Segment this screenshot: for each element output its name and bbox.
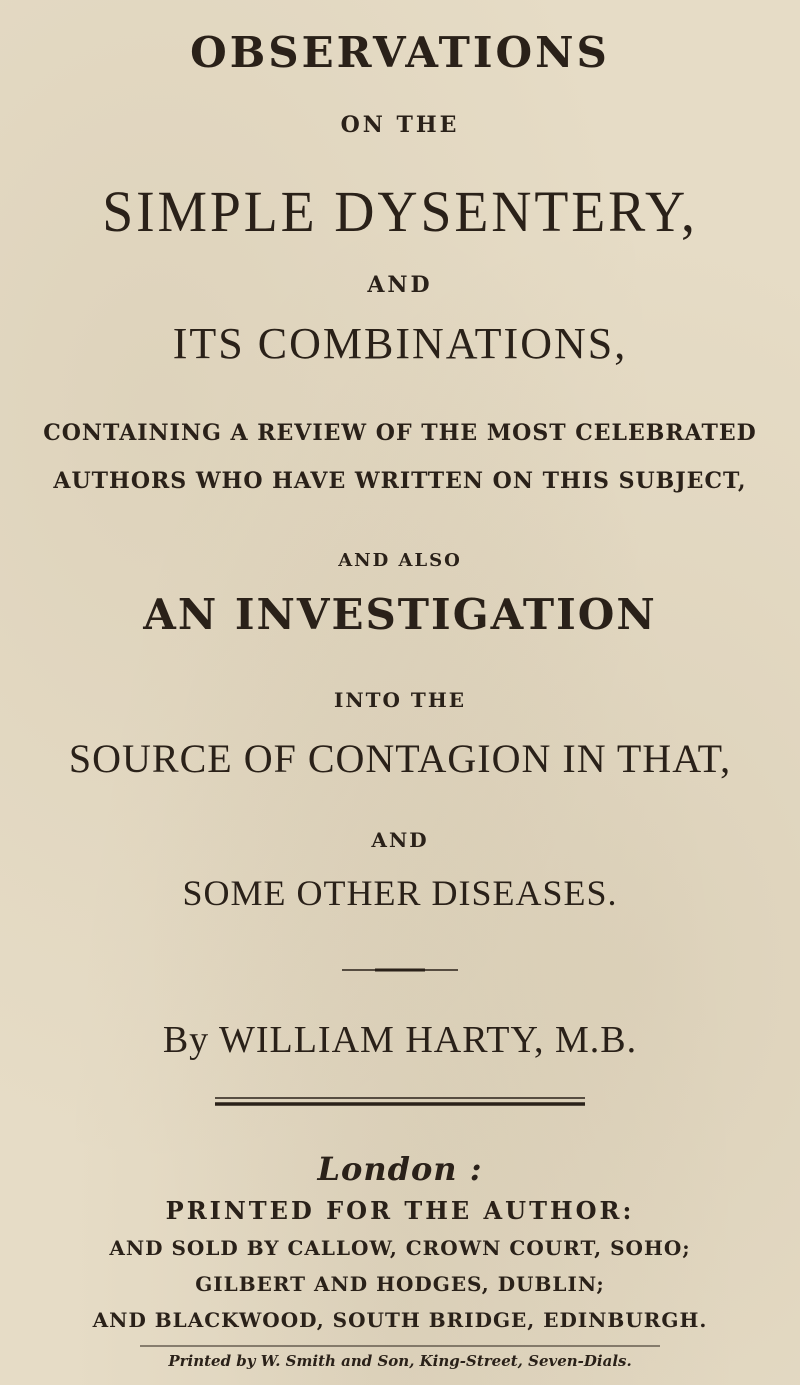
title-and-also: AND ALSO (338, 550, 462, 571)
title-into-the: INTO THE (334, 688, 466, 712)
title-on-the: ON THE (340, 112, 460, 138)
short-ornamental-rule (340, 966, 460, 974)
imprint-sold-by-callow: AND SOLD BY CALLOW, CROWN COURT, SOHO; (109, 1236, 691, 1260)
imprint-sold-by-gilbert: GILBERT AND HODGES, DUBLIN; (195, 1272, 605, 1296)
double-rule (215, 1096, 585, 1108)
imprint-sold-by-blackwood: AND BLACKWOOD, SOUTH BRIDGE, EDINBURGH. (92, 1308, 708, 1332)
title-authors: AUTHORS WHO HAVE WRITTEN ON THIS SUBJECT, (53, 468, 747, 494)
title-an-investigation: AN INVESTIGATION (143, 590, 657, 639)
title-some-other-diseases: SOME OTHER DISEASES. (182, 873, 618, 913)
imprint-printed-for: PRINTED FOR THE AUTHOR: (165, 1196, 635, 1225)
imprint-rule (140, 1344, 660, 1348)
imprint-printer: Printed by W. Smith and Son, King-Street, Seven-Dials. (168, 1352, 632, 1370)
imprint-place: London : (317, 1150, 483, 1188)
title-simple-dysentery: SIMPLE DYSENTERY, (102, 179, 698, 244)
title-and-1: AND (367, 272, 433, 298)
author-line: By WILLIAM HARTY, M.B. (162, 1019, 638, 1061)
title-observations: OBSERVATIONS (190, 28, 610, 77)
title-and-2: AND (371, 828, 429, 852)
title-source-of-contagion: SOURCE OF CONTAGION IN THAT, (68, 736, 732, 781)
title-containing-review: CONTAINING A REVIEW OF THE MOST CELEBRATED (43, 420, 757, 446)
title-its-combinations: ITS COMBINATIONS, (172, 319, 628, 368)
